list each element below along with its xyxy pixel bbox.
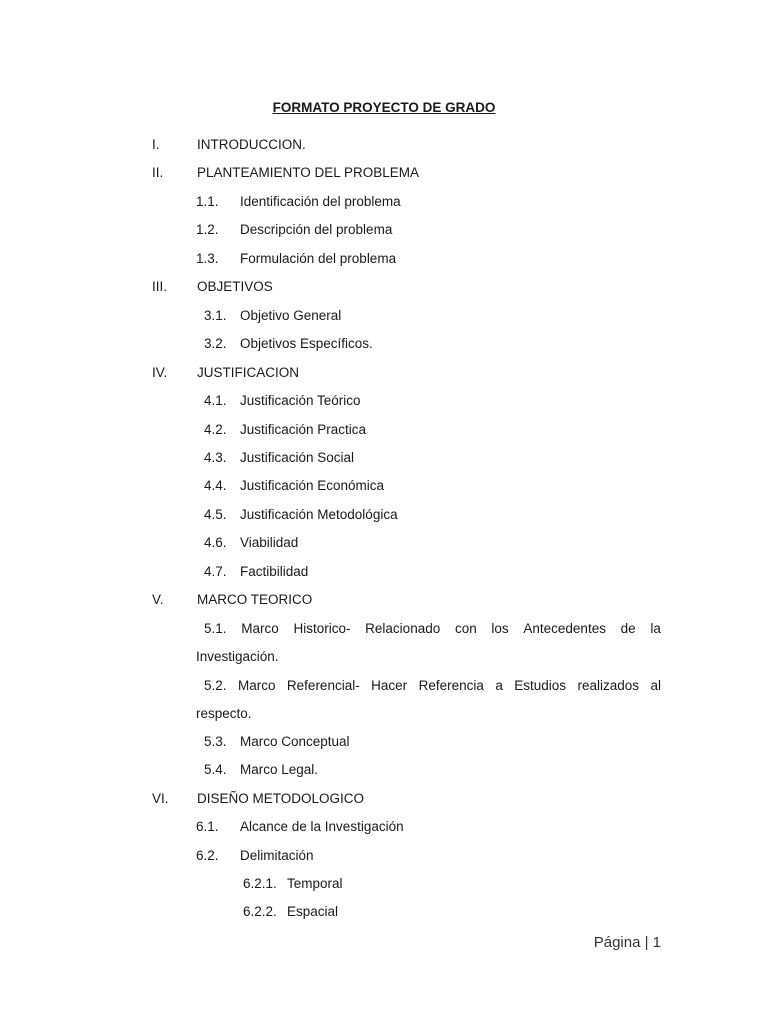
item-word: Marco bbox=[241, 621, 279, 636]
item-number: III. bbox=[152, 279, 168, 294]
item-number: 4.6. bbox=[204, 535, 227, 550]
item-text: Justificación Económica bbox=[240, 478, 385, 493]
item-text: Temporal bbox=[287, 876, 343, 891]
item-number: 4.4. bbox=[204, 478, 227, 493]
item-number: 6.2. bbox=[196, 848, 219, 863]
item-number: II. bbox=[152, 165, 164, 180]
item-text: Objetivo General bbox=[240, 308, 342, 323]
item-number: 1.1. bbox=[196, 194, 219, 209]
item-text: Marco Legal. bbox=[240, 762, 319, 777]
outline-subitem-justified bbox=[196, 678, 661, 693]
item-number: 6.2.1. bbox=[243, 876, 277, 891]
item-number: 5.1. bbox=[204, 621, 227, 636]
item-number: I. bbox=[152, 137, 160, 152]
item-number: 3.1. bbox=[204, 308, 227, 323]
item-text: Identificación del problema bbox=[240, 194, 401, 209]
item-word: de bbox=[620, 621, 636, 636]
page-number: Página | 1 bbox=[593, 934, 661, 951]
item-word: la bbox=[650, 621, 661, 636]
item-text: Espacial bbox=[287, 904, 339, 919]
item-number: 4.7. bbox=[204, 564, 227, 579]
item-number: 3.2. bbox=[204, 336, 227, 351]
item-text: Justificación Metodológica bbox=[240, 507, 398, 522]
item-text: Justificación Social bbox=[240, 450, 355, 465]
item-word: Referencia bbox=[418, 678, 484, 693]
item-continuation: respecto. bbox=[196, 706, 252, 721]
item-word: Estudios bbox=[514, 678, 567, 693]
item-word: realizados bbox=[577, 678, 640, 693]
item-word: Marco bbox=[237, 678, 276, 693]
item-text: Viabilidad bbox=[240, 535, 299, 550]
item-number: 5.4. bbox=[204, 762, 227, 777]
item-number: 1.3. bbox=[196, 251, 219, 266]
item-number: IV. bbox=[152, 365, 168, 380]
item-word: Hacer bbox=[371, 678, 408, 693]
item-word: con bbox=[454, 621, 477, 636]
item-text: Alcance de la Investigación bbox=[240, 819, 404, 834]
outline-subitem-justified bbox=[196, 621, 661, 636]
item-word: los bbox=[491, 621, 509, 636]
item-text: Marco Conceptual bbox=[240, 734, 350, 749]
document-title: FORMATO PROYECTO DE GRADO bbox=[272, 100, 496, 115]
item-text: Justificación Teórico bbox=[240, 393, 361, 408]
item-number: 4.1. bbox=[204, 393, 227, 408]
item-text: INTRODUCCION. bbox=[197, 137, 306, 152]
item-number: 6.2.2. bbox=[243, 904, 277, 919]
item-word: Referencial- bbox=[286, 678, 360, 693]
item-word: Historico- bbox=[293, 621, 351, 636]
item-word: a bbox=[495, 678, 503, 693]
item-number: 6.1. bbox=[196, 819, 219, 834]
item-text: Descripción del problema bbox=[240, 222, 393, 237]
item-number: V. bbox=[152, 592, 164, 607]
item-word: al bbox=[650, 678, 661, 693]
item-number: VI. bbox=[152, 791, 169, 806]
item-number: 4.5. bbox=[204, 507, 227, 522]
item-text: Objetivos Específicos. bbox=[240, 336, 373, 351]
item-text: PLANTEAMIENTO DEL PROBLEMA bbox=[197, 165, 420, 180]
item-text: OBJETIVOS bbox=[197, 279, 273, 294]
item-number: 5.2. bbox=[204, 678, 227, 693]
item-text: Formulación del problema bbox=[240, 251, 397, 266]
item-text: Delimitación bbox=[240, 848, 314, 863]
item-text: JUSTIFICACION bbox=[197, 365, 300, 380]
item-word: Antecedentes bbox=[523, 621, 606, 636]
item-text: Justificación Practica bbox=[240, 422, 367, 437]
item-number: 4.3. bbox=[204, 450, 227, 465]
item-text: Factibilidad bbox=[240, 564, 309, 579]
item-text: MARCO TEORICO bbox=[197, 592, 313, 607]
item-word: Relacionado bbox=[365, 621, 441, 636]
item-number: 4.2. bbox=[204, 422, 227, 437]
item-continuation: Investigación. bbox=[196, 649, 279, 664]
item-number: 1.2. bbox=[196, 222, 219, 237]
item-text: DISEÑO METODOLOGICO bbox=[197, 791, 365, 806]
item-number: 5.3. bbox=[204, 734, 227, 749]
